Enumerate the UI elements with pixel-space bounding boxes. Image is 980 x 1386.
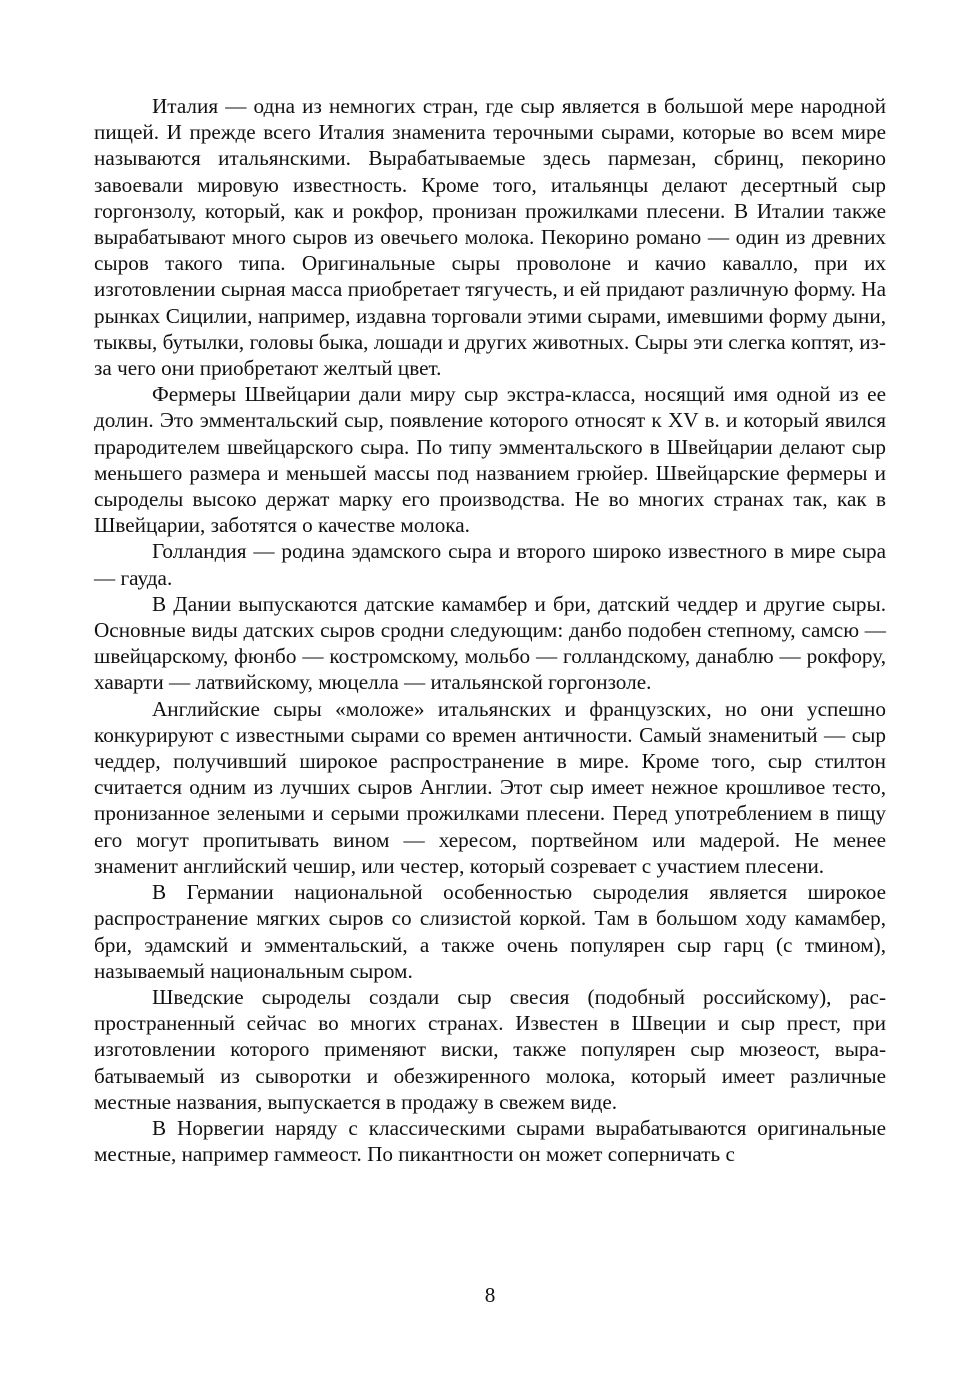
paragraph-germany: В Германии национальной особенностью сыроделия является широкое распространение мягких сыров со слизистой коркой. Там в большом ходу камамбер, бри, эдамский и эмментальский, а также очень популярен сыр гарц (с тмином), называемый национальным сыром.: [94, 880, 886, 983]
paragraph-netherlands: Голландия — родина эдамского сыра и второго широко известного в мире сыра — гауда.: [94, 539, 886, 590]
page-number: 8: [484, 1283, 496, 1307]
paragraph-switzerland: Фермеры Швейцарии дали миру сыр экстра-класса, носящий имя одной из ее долин. Это эмментальский сыр, появление которого относят к XV в. и который явился прародителем швейцарского сыра. По типу эмментальского в Швейцарии делают сыр меньшего размера и меньшей массы под названием грюйер. Швейцарские фермеры и сыроделы высоко держат марку его производства. Не во многих странах так, как в Швейцарии, заботятся о качестве молока.: [94, 382, 886, 538]
paragraph-denmark: В Дании выпускаются датские камамбер и бри, датский чеддер и другие сыры. Основные виды датских сыров сродни следующим: данбо подобен степному, самсю — швейцарскому, фюнбо — костромскому, мольбо — голландскому, данаблю — рокфору, хаварти — латвийскому, мюцелла — итальянской горгонзоле.: [94, 591, 886, 695]
paragraph-england: Английские сыры «моложе» итальянских и французских, но они успешно конкурируют с известными сырами со времен античности. Самый знаменитый — сыр чеддер, получивший широкое распространение в мире. Кроме того, сыр стилтон считается одним из лучших сыров Англии. Этот сыр имеет нежное крошливое тесто, пронизанное зелеными и серыми прожилками плесени. Перед употреблением в пищу его могут пропитывать вином — хересом, портвейном или мадерой. Не менее знаменит английский чешир, или честер, который созревает с участием плесени.: [94, 696, 886, 878]
paragraph-norway: В Норвегии наряду с классическими сырами вырабатываются оригинальные местные, например гаммеост. По пикантности он может соперничать с: [94, 1115, 886, 1167]
page-body: [94, 93, 886, 1167]
paragraph-sweden: Шведские сыроделы создали сыр свесия (подобный российскому), распространенный сейчас во многих странах. Известен в Швеции и сыр прест, при изготовлении которого применяют виски, также популярен сыр мюзеост, вырабатываемый из сыворотки и обезжиренного молока, который имеет различные местные названия, выпускается в продажу в свежем виде.: [94, 984, 886, 1114]
paragraph-italy: Италия — одна из немногих стран, где сыр является в большой мере народной пищей. И прежде всего Италия знаменита терочными сырами, которые во всем мире называются итальянскими. Вырабатываемые здесь пармезан, сбринц, пекорино завоевали мировую известность. Кроме того, итальянцы делают десертный сыр горгонзолу, который, как и рокфор, пронизан прожилками плесени. В Италии также вырабатывают много сыров из овечьего молока. Пекорино романо — один из древних сыров такого типа. Оригинальные сыры проволоне и качио кавалло, при их изготовлении сырная масса приобретает тягучесть, и ей придают различную форму. На рынках Сицилии, например, издавна торговали этими сырами, имевшими форму дыни, тыквы, бутылки, головы быка, лошади и других животных. Сыры эти слегка коптят, из-за чего они приобретают желтый цвет.: [94, 94, 886, 381]
